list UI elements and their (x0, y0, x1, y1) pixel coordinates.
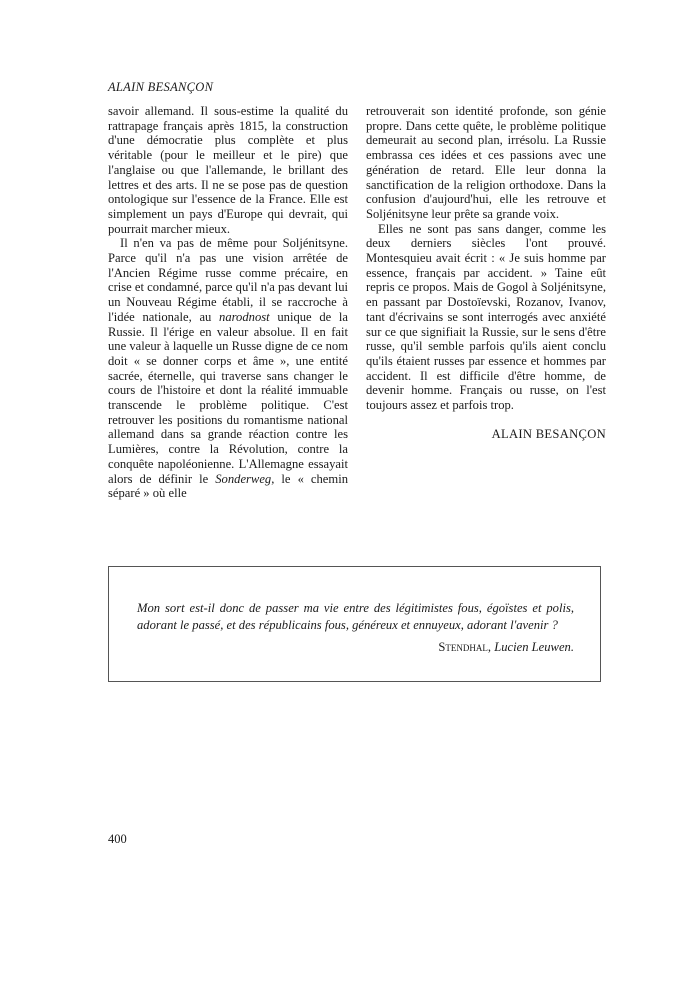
author-signature: ALAIN BESANÇON (491, 426, 606, 441)
epigraph-work: Lucien Leuwen. (494, 640, 574, 654)
left-paragraph-2-part-c: , le « chemin séparé » où elle (108, 471, 348, 501)
left-paragraph-2 (108, 236, 348, 501)
left-paragraph-2-part-a: Il n'en va pas de même pour Soljénitsyne. Parce qu'il n'a pas une vision arrêtée de l'Ancien Régime russe comme précaire, en crise et condamné, parce qu'il n'a pas devant lui un Nouveau Régime établi, il se raccroche à l'idée nationale, au (108, 236, 348, 324)
running-head: ALAIN BESANÇON (108, 80, 214, 94)
epigraph-author: Stendhal, (438, 640, 492, 654)
narodnost-term: narodnost (219, 309, 270, 324)
right-column (366, 104, 606, 441)
epigraph-box (108, 566, 601, 682)
left-paragraph-2-part-b: unique de la Russie. Il l'érige en valeur absolue. Il en fait une valeur à laquelle un Russe digne de ce nom doit « se donner corps et âme », une entité sacrée, éternelle, qui traverse sans changer le cours de l'histoire et dont la réalité immuable transcende le problème politique. C'est retrouver les positions du romantisme national allemand dans sa grande réaction contre les Lumières, contre la Révolution, contre la conquête napoléonienne. L'Allemagne essayait alors de définir le (108, 309, 348, 486)
sonderweg-term: Sonderweg (215, 471, 272, 486)
epigraph-quote: Mon sort est-il donc de passer ma vie entre des légitimistes fous, égoïstes et polis, adorant le passé, et des républicains fous, généreux et ennuyeux, adorant l'avenir ? (137, 601, 574, 632)
epigraph-attribution (438, 640, 574, 655)
page-number: 400 (108, 832, 127, 846)
right-paragraph-2: Elles ne sont pas sans danger, comme les deux derniers siècles l'ont prouvé. Montesquieu avait écrit : « Je suis homme par essence, français par accident. » Taine eût repris ce propos. Mais de Gogol à Soljénitsyne, en passant par Dostoïevski, Rozanov, Ivanov, tant d'écrivains se sont interrogés avec anxiété sur ce que signifiait la Russie, sur le sens d'être russe, qu'il semble parfois qu'ils aient conclu qu'ils étaient russes par essence et hommes par accident. Il est difficile d'être homme, de devenir homme. Français ou russe, on l'est toujours assez et parfois trop. (366, 221, 606, 413)
right-paragraph-1: retrouverait son identité profonde, son génie propre. Dans cette quête, le problème politique demeurait au second plan, irrésolu. La Russie embrassa ces idées et ces passions avec une génération de retard. Elle leur donna la sanctification de la religion orthodoxe. Dans la confusion d'aujourd'hui, elle les retrouve et Soljénitsyne leur prête sa grande voix. (366, 104, 606, 221)
left-paragraph-1: savoir allemand. Il sous-estime la qualité du rattrapage français après 1815, la construction d'une démocratie plus complète et plus véritable (pour le meilleur et le pire) que l'anglaise ou que l'allemande, le brillant des lettres et des arts. Il ne se pose pas de question ontologique sur l'essence de la France. Elle est simplement un pays d'Europe qui devrait, qui pourrait marcher mieux. (108, 104, 348, 236)
left-column (108, 104, 348, 501)
